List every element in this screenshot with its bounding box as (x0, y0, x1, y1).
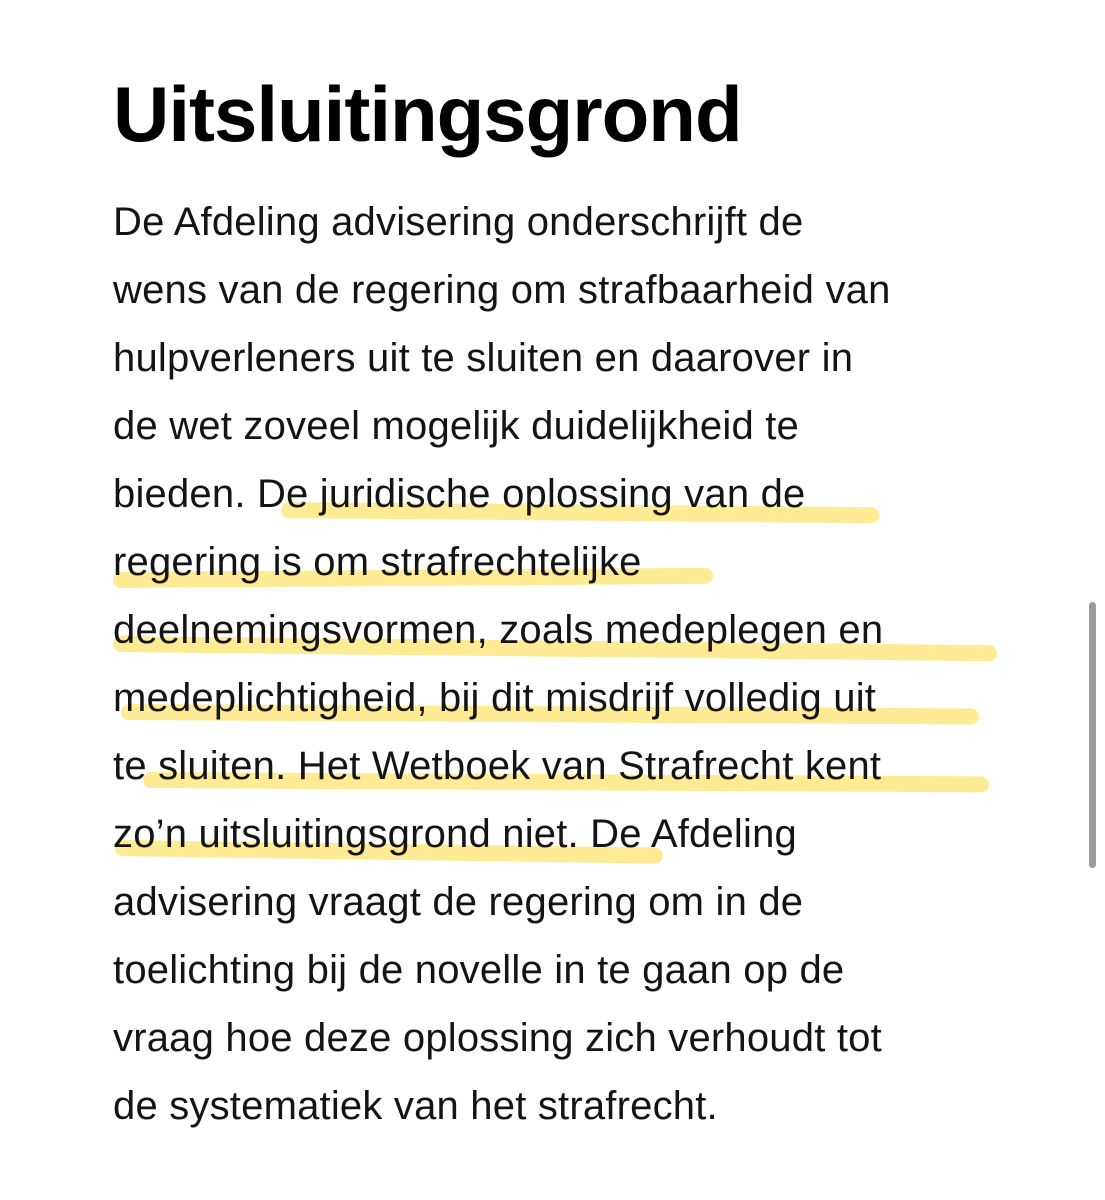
text-line (113, 1072, 1013, 1140)
text-line-content: wens van de regering om strafbaarheid van (113, 268, 891, 312)
text-line-content: te sluiten. Het Wetboek van Strafrecht kent (113, 744, 882, 788)
text-line (113, 188, 1013, 256)
scrollbar-thumb[interactable] (1089, 602, 1096, 868)
section-heading: Uitsluitingsgrond (113, 70, 742, 158)
text-line (113, 732, 1013, 800)
text-line-content: de systematiek van het strafrecht. (113, 1084, 718, 1128)
text-line-content: vraag hoe deze oplossing zich verhoudt tot (113, 1016, 882, 1060)
text-line (113, 460, 1013, 528)
text-line-content: medeplichtigheid, bij dit misdrijf volledig uit (113, 676, 877, 720)
article-paragraph (113, 188, 1013, 1140)
text-line-content: zo’n uitsluitingsgrond niet. De Afdeling (113, 812, 797, 856)
text-line-content: bieden. De juridische oplossing van de (113, 472, 806, 516)
text-line (113, 936, 1013, 1004)
text-line (113, 392, 1013, 460)
text-line (113, 800, 1013, 868)
text-line (113, 1004, 1013, 1072)
text-line (113, 528, 1013, 596)
text-line (113, 868, 1013, 936)
text-line-content: de wet zoveel mogelijk duidelijkheid te (113, 404, 799, 448)
text-line (113, 324, 1013, 392)
text-line-content: advisering vraagt de regering om in de (113, 880, 804, 924)
text-line-content: regering is om strafrechtelijke (113, 540, 642, 584)
text-line-content: De Afdeling advisering onderschrijft de (113, 200, 804, 244)
text-line-content: hulpverleners uit te sluiten en daarover in (113, 336, 854, 380)
text-line (113, 596, 1013, 664)
text-line (113, 664, 1013, 732)
text-line (113, 256, 1013, 324)
text-line-content: toelichting bij de novelle in te gaan op de (113, 948, 845, 992)
text-line-content: deelnemingsvormen, zoals medeplegen en (113, 608, 884, 652)
